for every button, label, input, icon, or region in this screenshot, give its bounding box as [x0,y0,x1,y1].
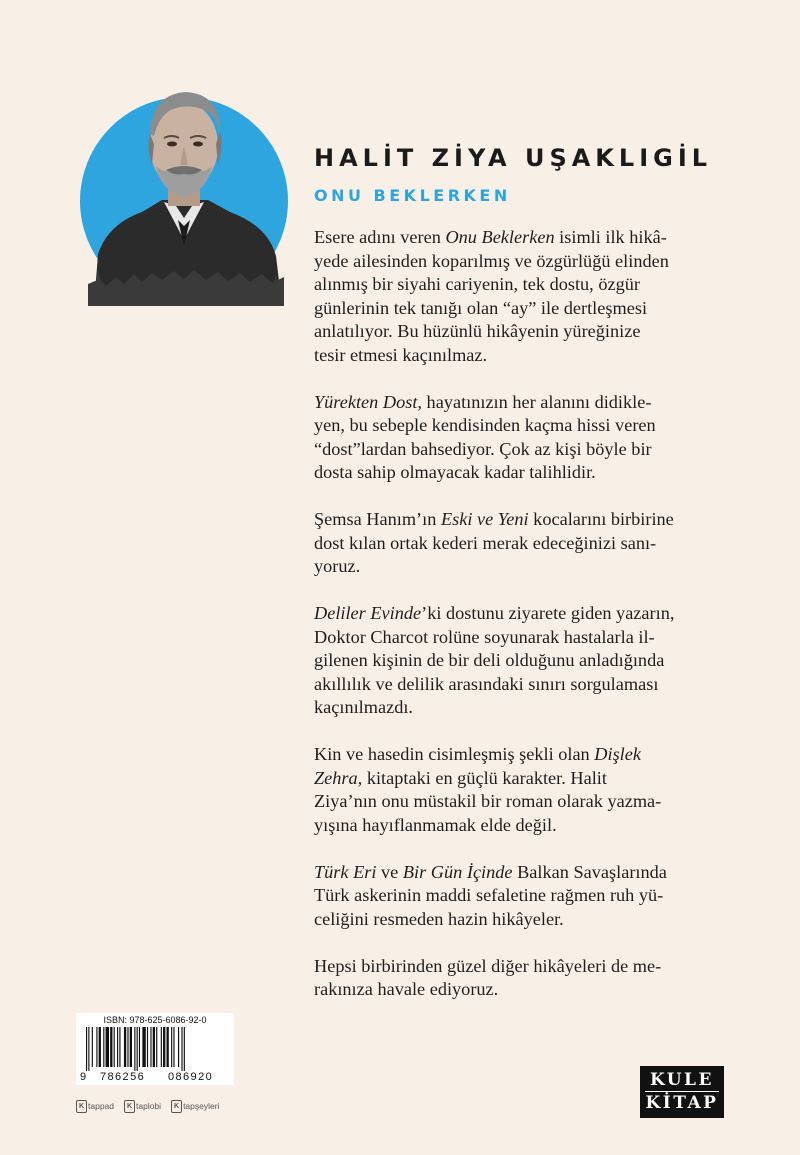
italic-story-title: Türk Eri [314,861,377,882]
text-line: rakınıza havale ediyoruz. [314,979,499,999]
italic-story-title: Bir Gün İçinde [402,861,513,882]
text-line: Doktor Charcot rolüne soyunarak hastalarla il- [314,626,655,647]
barcode-digits-right: 086920 [168,1071,214,1083]
barcode-bar [114,1027,115,1067]
publisher-logo [640,1066,724,1118]
barcode-digits-left: 786256 [100,1071,146,1083]
text-line: yede ailesinden koparılmış ve özgürlüğü elinden [314,250,669,271]
publisher-line-1: KULE [645,1069,719,1092]
blurb-paragraph-4 [314,602,734,720]
text-line: Ziya’nın onu müstakil bir roman olarak yazma- [314,791,662,811]
barcode-bar [124,1027,126,1067]
text-line: yoruz. [314,556,361,576]
partner-name: taplobi [136,1101,162,1111]
text-line: “dost”lardan bahsediyor. Çok az kişi böyle bir [314,438,652,459]
text-line: kaçınılmazdı. [314,697,413,717]
text-line: Hepsi birbirinden güzel diğer hikâyeleri de me- [314,955,662,976]
italic-story-title: Onu Beklerken [445,227,555,247]
k-logo-icon: K [76,1100,87,1113]
text-line [314,508,734,532]
partner-logos [76,1097,246,1115]
blurb-paragraph-7 [314,955,734,1002]
barcode-bar [171,1027,172,1067]
text-line: tesir etmesi kaçınılmaz. [314,344,488,365]
barcode-bar [103,1027,104,1067]
barcode-bar [153,1027,155,1067]
italic-story-title: Yürekten Dost, [314,391,422,412]
text-line [314,602,734,626]
barcode-bar [163,1027,165,1067]
barcode-bar [134,1027,135,1071]
barcode-bar [150,1027,151,1067]
isbn-label: ISBN: 978-625-6086-92-0 [103,1015,207,1025]
partner-name: tapşeyleri [183,1101,220,1111]
author-portrait [80,74,290,306]
text-run: Balkan Savaşlarında [512,861,667,882]
barcode-bar [127,1027,128,1067]
barcode-bar [147,1027,148,1067]
text-line: dost kılan ortak kederi merak edeceğinizi sanı- [314,532,657,553]
text-run: kitaptaki en güçlü karakter. Halit [362,767,607,788]
text-line: akıllılık ve delilik arasındaki sınırı sorgulaması [314,673,659,694]
barcode-bar [119,1027,120,1067]
blurb-paragraph-6 [314,861,734,932]
isbn-barcode [76,1013,234,1085]
blurb-paragraph-3 [314,508,734,579]
barcode-bars [82,1027,228,1071]
text-run: kocalarını birbirine [528,509,674,529]
k-logo-icon: K [124,1100,135,1113]
text-line: yışına hayıflanmamak elde değil. [314,814,557,835]
italic-story-title: Eski ve Yeni [440,509,529,529]
text-run: isimli ilk hikâ- [554,227,667,247]
text-run: hayatınızın her alanını didikle- [421,391,652,412]
barcode-bar [117,1027,118,1067]
publisher-line-2: KİTAP [645,1093,719,1113]
barcode-bar [86,1027,87,1071]
partner-logo [171,1100,219,1113]
author-name: HALİT ZİYA UŞAKLIGİL [314,144,713,172]
text-line: anlatılıyor. Bu hüzünlü hikâyenin yüreğinize [314,321,641,341]
text-run: ve [376,861,403,882]
barcode-bar [173,1027,174,1067]
barcode-bar [181,1027,182,1071]
text-line [314,861,734,885]
text-line: celiğini resmeden hazin hikâyeler. [314,908,564,929]
partner-name: tappad [88,1101,114,1111]
partner-logo [76,1100,114,1113]
barcode-digit-first: 9 [80,1071,87,1083]
blurb-paragraph-5 [314,743,734,837]
italic-story-title: Dişlek [594,744,641,764]
blurb-paragraph-1 [314,226,734,367]
text-line: yen, bu sebeple kendisinden kaçma hissi veren [314,415,656,435]
barcode-bar [92,1027,93,1067]
barcode-bar [139,1027,140,1067]
text-line: alınmış bir siyahi cariyenin, tek dostu, özgür [314,274,640,294]
text-run: Şemsa Hanım’ın [314,509,441,529]
barcode-bar [88,1027,89,1071]
back-cover-blurb [314,226,734,1002]
barcode-bar [184,1027,185,1071]
barcode-bar [96,1027,97,1067]
barcode-bar [167,1027,169,1067]
text-line [314,391,734,415]
text-run: Esere adını veren [314,227,446,247]
k-logo-icon: K [171,1100,182,1113]
text-run: ’ki dostunu ziyarete giden yazarın, [421,603,675,623]
italic-story-title: Deliler Evinde [314,603,422,623]
text-line: Türk askerinin maddi sefaletine rağmen ruh yü- [314,885,664,905]
barcode-bar [156,1027,157,1067]
barcode-bar [142,1027,145,1067]
blurb-paragraph-2 [314,391,734,485]
italic-story-title: Zehra, [314,767,363,788]
text-line: gilenen kişinin de bir deli olduğunu anladığında [314,650,665,670]
text-line [314,226,734,250]
book-title: ONU BEKLERKEN [314,186,511,205]
text-line [314,743,734,767]
text-line [314,767,734,791]
barcode-bar [137,1027,138,1071]
barcode-bar [106,1027,109,1067]
barcode-bar [161,1027,162,1067]
barcode-bar [99,1027,101,1067]
text-line: günlerinin tek tanığı olan “ay” ile dertleşmesi [314,297,648,318]
barcode-bar [130,1027,132,1067]
text-line: dosta sahip olmayacak kadar talihlidir. [314,462,596,482]
barcode-bar [110,1027,112,1067]
text-run: Kin ve hasedin cisimleşmiş şekli olan [314,744,595,764]
barcode-bar [178,1027,179,1067]
partner-logo [124,1100,161,1113]
